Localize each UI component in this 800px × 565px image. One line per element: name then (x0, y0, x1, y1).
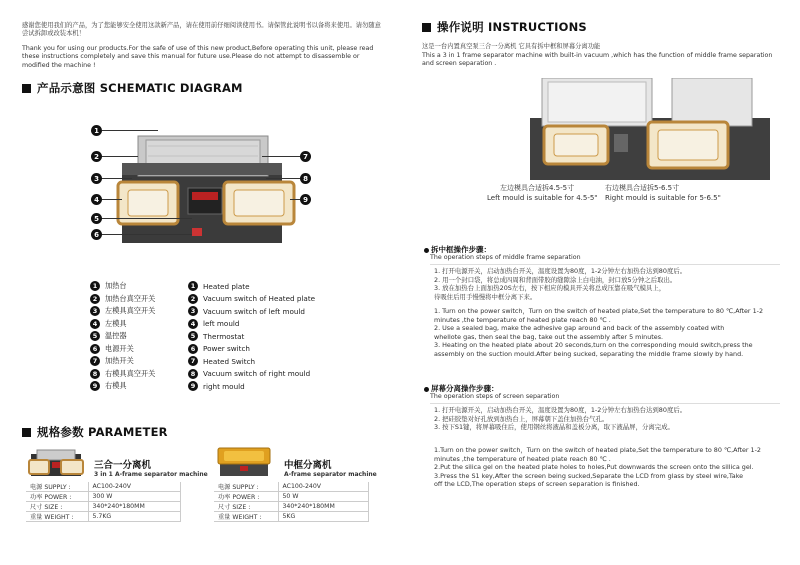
right-mould-en: Right mould is suitable for 5-6.5" (605, 194, 721, 202)
legend-en-item: 3 Vacuum switch of left mould (188, 305, 315, 318)
left-mould-en: Left mould is suitable for 4.5-5" (487, 194, 598, 202)
screen-subtitle: The operation steps of screen separation (430, 393, 560, 400)
machine-schematic (88, 118, 328, 258)
legend-en (188, 280, 315, 393)
heading-marker (22, 84, 31, 93)
thermostat-shape (188, 188, 222, 214)
screen-steps-en: 1.Turn on the power switch，Turn on the switch of heated plate,Set the temperature to 80 ℃,After 1-2 minutes ,the temperature of heated plate reach 80 ℃ . 2.Put the silica gel on the heated plate holes to holes,Put downwards the screen onto the sillica gel. 3.Press the S1 key,After the screen being sucked,Separate the LCD from glass by steel wire,Take off the LCD,The operation steps of screen separation is finished. (434, 446, 761, 489)
instructions-desc-cn: 这是一台内置真空泵三合一分离机 它具有拆中框和屏幕分离功能 (422, 43, 601, 50)
legend-en-item: 4 left mould (188, 318, 315, 331)
legend-en-item: 6 Power switch (188, 343, 315, 356)
heading-marker (422, 23, 431, 32)
bullet-icon (424, 387, 429, 392)
product-a-subname: 3 in 1 A-frame separator machine (94, 471, 208, 478)
legend-en-item: 1 Heated plate (188, 280, 315, 293)
spec-row: 电源 SUPPLY : AC100-240V (26, 482, 180, 492)
left-mould-cn: 左边模具合适拆4.5-5寸 (500, 184, 575, 192)
callout-7: 7 (300, 151, 311, 162)
bullet-icon (424, 248, 429, 253)
instructions-desc-en: This a 3 in 1 frame separator machine with built-in vacuum ,which has the function of middle frame separation and screen separation . (422, 52, 773, 68)
callout-2: 2 (91, 151, 102, 162)
instructions-heading-text: 操作说明 INSTRUCTIONS (437, 20, 587, 34)
legend-cn-item: 5 温控器 (90, 330, 155, 343)
moulds-photo (522, 78, 778, 180)
callout-1: 1 (91, 125, 102, 136)
schematic-heading-text: 产品示意图 SCHEMATIC DIAGRAM (37, 81, 243, 95)
spec-row: 尺寸 SIZE : 340*240*180MM (26, 502, 180, 512)
product-b-image (214, 446, 274, 478)
legend-cn-item: 3 左模具真空开关 (90, 305, 155, 318)
legend-en-item: 7 Heated Switch (188, 355, 315, 368)
spec-row: 尺寸 SIZE : 340*240*180MM (214, 502, 368, 512)
intro-en: Thank you for using our products.For the safe of use of this new product,Before operating this unit, please read these instructions completely and save this manual for future use.Please do not attempt to disassemble or modified the machine ! (22, 45, 374, 69)
screen-title: 屏幕分离操作步骤： (424, 383, 499, 394)
heading-marker (22, 428, 31, 437)
callout-5: 5 (91, 213, 102, 224)
spec-row: 电源 SUPPLY : AC100-240V (214, 482, 368, 492)
legend-cn-item: 1 加热台 (90, 280, 155, 293)
screen-steps-cn: 1. 打开电源开关，启动加热台开关，温度设置为80度，1-2分钟左右加热台达到80度后。 2. 把硅胶垫对好孔放到加热台上，屏幕朝下盖住加热台气孔。 3. 按下S1键，将屏幕吸住后，使用钢丝将液晶和盖板分离，取下液晶屏，分离完成。 (434, 406, 687, 432)
legend-cn-item: 6 电源开关 (90, 343, 155, 356)
middle-frame-subtitle: The operation steps of middle frame separation (430, 254, 581, 261)
legend-cn-item: 7 加热开关 (90, 355, 155, 368)
spec-row: 功率 POWER : 50 W (214, 492, 368, 502)
legend-en-item: 9 right mould (188, 380, 315, 393)
spec-row: 功率 POWER : 300 W (26, 492, 180, 502)
schematic-heading (22, 80, 243, 96)
legend-cn-item: 8 右模具真空开关 (90, 368, 155, 381)
legend-en-item: 5 Thermostat (188, 330, 315, 343)
middle-frame-title: 拆中框操作步骤： (424, 244, 491, 255)
product-a-image (27, 448, 85, 478)
right-page (400, 0, 800, 565)
power-switch-shape (192, 228, 202, 236)
parameter-heading (22, 424, 168, 440)
product-a-name: 三合一分离机 (94, 460, 152, 471)
spec-row: 重量 WEIGHT : 5KG (214, 512, 368, 522)
legend-cn (90, 280, 155, 393)
product-b-name: 中框分离机 (284, 460, 332, 471)
middle-frame-steps-en: 1. Turn on the power switch，Turn on the switch of heated plate,Set the temperature to 80 ℃,After 1-2 minutes ,the temperature of heated plate reach 80 ℃ . 2. Use a sealed bag, make the adhesive gap around and back of the assembly coated with whellote gas, then seal the bag, take out the assembly after 5 minutes. 3. Heating on the heated plate about 20 seconds,turn on the corresponding mould switch,press the assembly on the suction mould.After being sucked, separating the middle frame slowly by hand. (434, 307, 764, 358)
callout-8: 8 (300, 173, 311, 184)
parameter-heading-text: 规格参数 PARAMETER (37, 425, 168, 439)
product-b-subname: A-frame separator machine (284, 471, 377, 478)
callout-4: 4 (91, 194, 102, 205)
divider (430, 403, 780, 404)
callout-6: 6 (91, 229, 102, 240)
legend-en-item: 8 Vacuum switch of right mould (188, 368, 315, 381)
divider (430, 264, 780, 265)
callout-3: 3 (91, 173, 102, 184)
product-b-spec-table (214, 482, 369, 522)
legend-cn-item: 9 右模具 (90, 380, 155, 393)
legend-cn-item: 4 左模具 (90, 318, 155, 331)
legend-cn-item: 2 加热台真空开关 (90, 293, 155, 306)
callout-9: 9 (300, 194, 311, 205)
legend-en-item: 2 Vacuum switch of Heated plate (188, 293, 315, 306)
middle-frame-steps-cn: 1. 打开电源开关，启动加热台开关，温度设置为80度，1-2分钟左右加热台达到80度后。 2. 用一个封口袋，将总成四周和背面带胶的缝隙涂上白电油，封口放5分钟之后取出。 3. 放在加热台上面加热20S左右，按下相应的模具开关将总成压靠在吸气模具上， 待吸住后用手慢慢将中框分离下来。 (434, 267, 687, 301)
spec-row: 重量 WEIGHT : 5.7KG (26, 512, 180, 522)
right-mould-cn: 右边模具合适拆5-6.5寸 (605, 184, 680, 192)
product-a-spec-table (26, 482, 181, 522)
instructions-heading (422, 19, 587, 35)
intro-cn: 感谢您使用我们的产品，为了您能够安全使用这款新产品，请在使用前仔细阅读使用书。请保管此说明书以备将来使用。请勿随意尝试拆卸或改装本机！ (22, 22, 381, 38)
